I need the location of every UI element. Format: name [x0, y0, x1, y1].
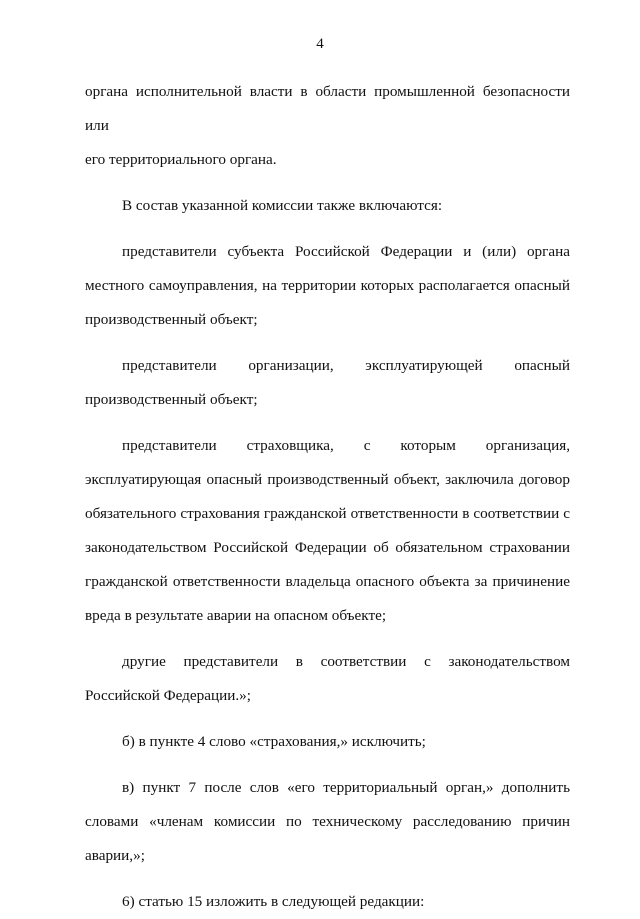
- paragraph-line: словами «членам комиссии по техническому расследованию причин: [85, 813, 570, 830]
- paragraph-line: производственный объект;: [85, 391, 258, 408]
- paragraph-line: представители организации, эксплуатирующей опасный: [122, 357, 570, 374]
- paragraph: 6) статью 15 изложить в следующей редакции:: [122, 893, 425, 910]
- paragraph-line: органа исполнительной власти в области промышленной безопасности или: [85, 83, 570, 134]
- paragraph: б) в пункте 4 слово «страхования,» исключить;: [122, 733, 426, 750]
- paragraph-line: вреда в результате аварии на опасном объекте;: [85, 607, 387, 624]
- page-number: 4: [316, 36, 324, 52]
- paragraph-line: производственный объект;: [85, 311, 258, 328]
- paragraph-line: гражданской ответственности владельца опасного объекта за причинение: [85, 573, 570, 590]
- paragraph-line: его территориального органа.: [85, 151, 277, 168]
- paragraph-line: обязательного страхования гражданской ответственности в соответствии с: [85, 505, 570, 522]
- paragraph-line: представители субъекта Российской Федерации и (или) органа: [122, 243, 570, 260]
- paragraph: В состав указанной комиссии также включаются:: [122, 197, 443, 214]
- paragraph-line: законодательством Российской Федерации об обязательном страховании: [85, 539, 570, 556]
- paragraph-line: представители страховщика, с которым организация,: [122, 437, 570, 454]
- paragraph-line: Российской Федерации.»;: [85, 687, 251, 704]
- paragraph-line: в) пункт 7 после слов «его территориальный орган,» дополнить: [122, 779, 570, 796]
- paragraph-line: эксплуатирующая опасный производственный объект, заключила договор: [85, 471, 570, 488]
- document-body: [85, 75, 570, 919]
- paragraph-line: другие представители в соответствии с законодательством: [122, 653, 570, 670]
- paragraph-line: аварии,»;: [85, 847, 145, 864]
- paragraph-line: местного самоуправления, на территории которых располагается опасный: [85, 277, 570, 294]
